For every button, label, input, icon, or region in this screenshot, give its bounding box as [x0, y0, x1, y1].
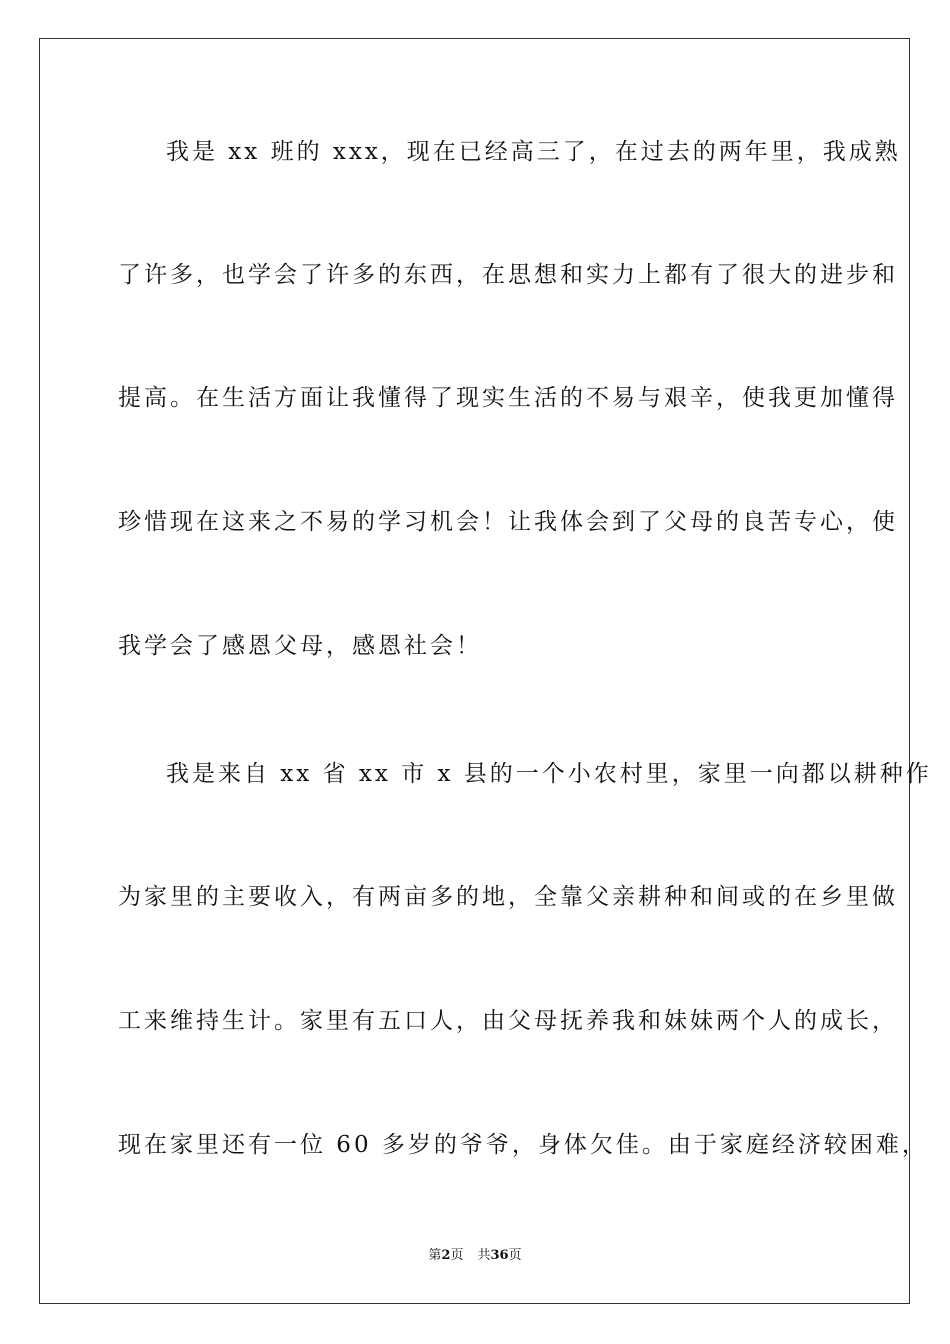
page-footer [0, 1244, 950, 1263]
text-line: 我是来自 xx 省 xx 市 x 县的一个小农村里，家里一向都以耕种作 [166, 761, 932, 787]
text-line: 提高。在生活方面让我懂得了现实生活的不易与艰辛，使我更加懂得 [118, 385, 898, 411]
text-line: 为家里的主要收入，有两亩多的地，全靠父亲耕种和间或的在乡里做 [118, 884, 898, 910]
page-number: 2 [441, 1248, 451, 1263]
text-line: 了许多，也学会了许多的东西，在思想和实力上都有了很大的进步和 [118, 262, 898, 288]
text-line: 我学会了感恩父母，感恩社会！ [118, 633, 482, 659]
page-border [39, 38, 932, 1304]
page-prefix: 第 [428, 1248, 442, 1263]
text-line: 现在家里还有一位 60 多岁的爷爷，身体欠佳。由于家庭经济较困难， [118, 1132, 928, 1158]
page-suffix: 页 [450, 1248, 464, 1263]
total-prefix: 共 [477, 1248, 491, 1263]
text-line: 我是 xx 班的 xxx，现在已经高三了，在过去的两年里，我成熟 [166, 139, 901, 165]
total-pages: 36 [490, 1248, 509, 1263]
text-line: 珍惜现在这来之不易的学习机会！让我体会到了父母的良苦专心，使 [118, 509, 898, 535]
text-line: 工来维持生计。家里有五口人，由父母抚养我和妹妹两个人的成长， [118, 1008, 898, 1034]
total-suffix: 页 [508, 1248, 522, 1263]
